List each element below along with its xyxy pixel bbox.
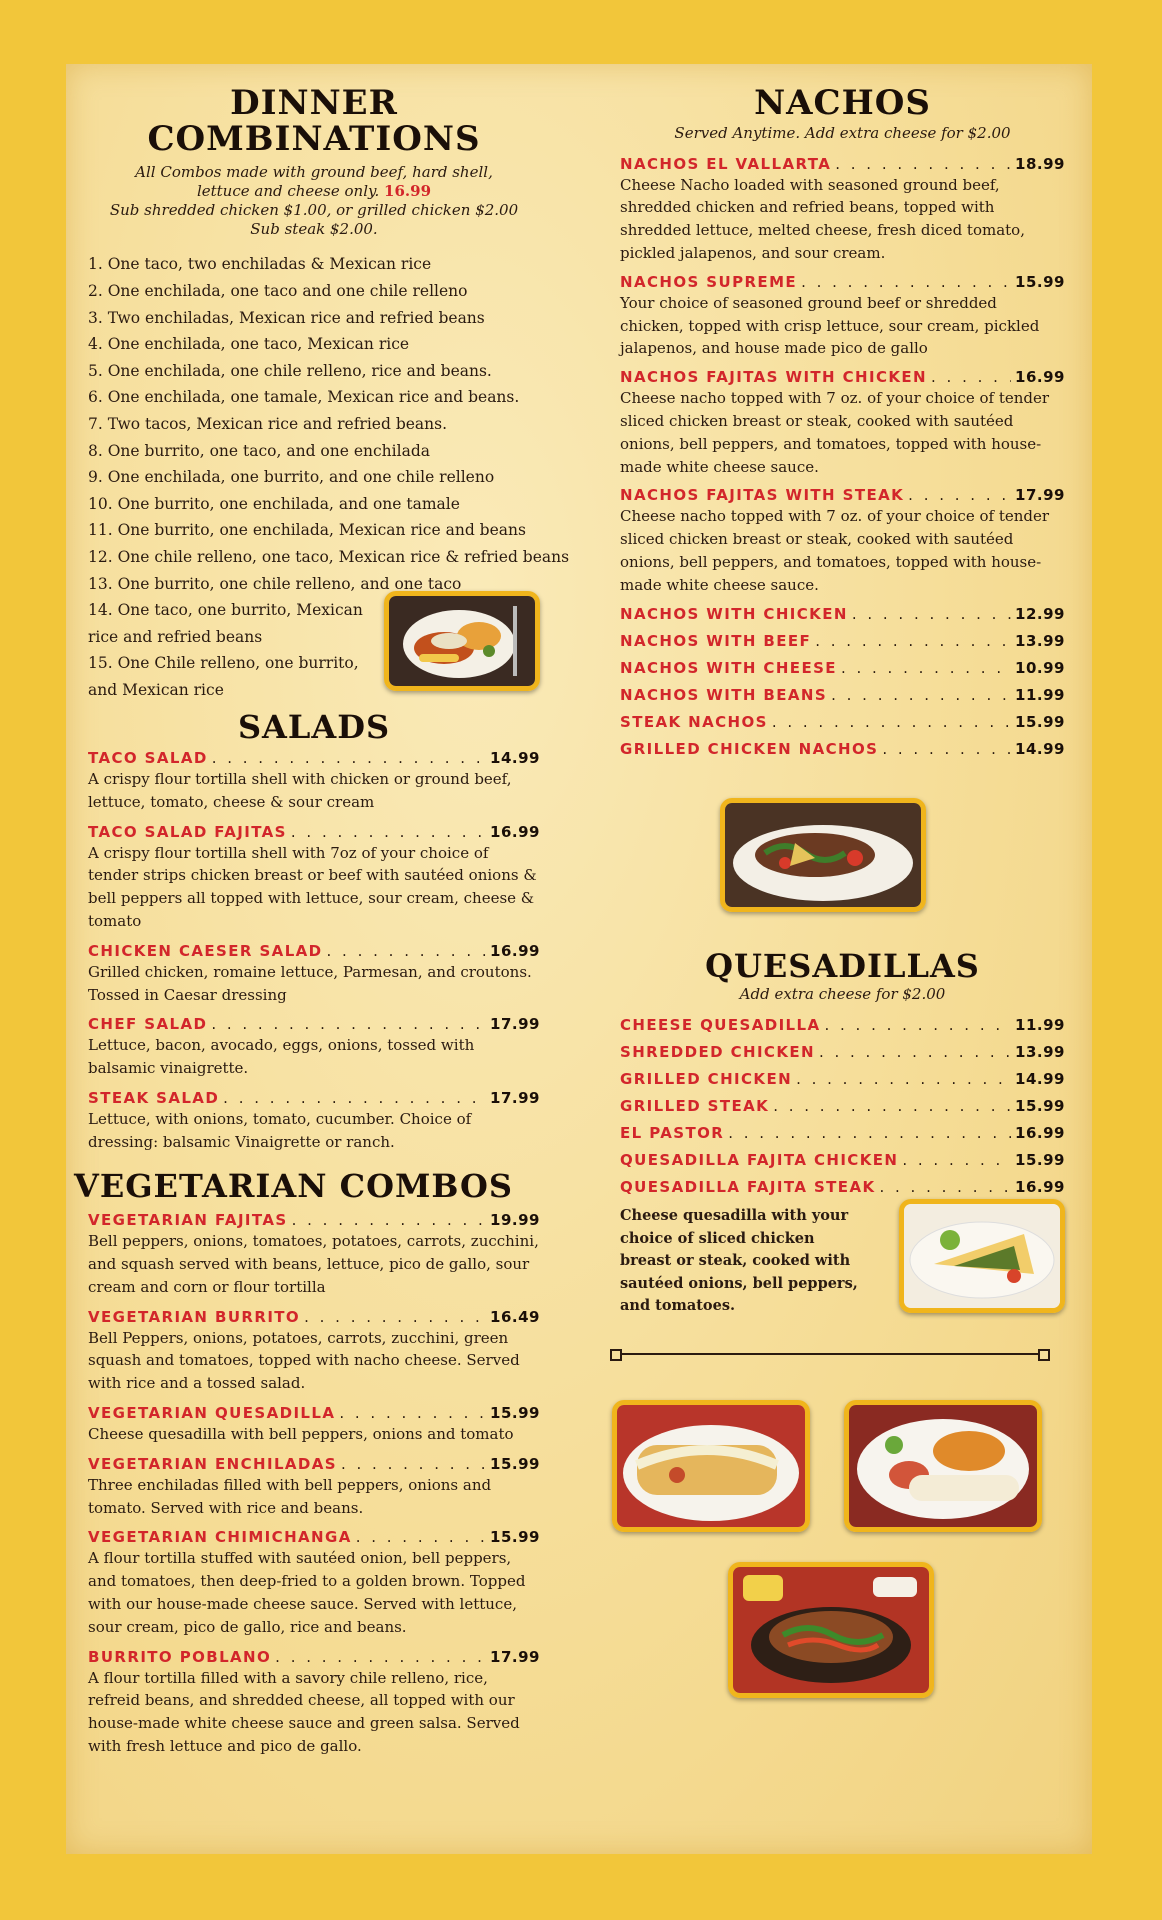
combo-item: 1. One taco, two enchiladas & Mexican rice bbox=[88, 255, 432, 274]
menu-item bbox=[620, 368, 1065, 478]
menu-item bbox=[620, 1178, 1065, 1196]
menu-item-header bbox=[88, 1089, 540, 1107]
menu-item-description: Cheese Nacho loaded with seasoned ground beef, shredded chicken and refried beans, topped with shredded lettuce, melted cheese, fresh diced tomato, pickled jalapenos, and sour cream. bbox=[620, 175, 1025, 263]
menu-item bbox=[620, 1097, 1065, 1115]
leader-dots bbox=[341, 1455, 486, 1473]
menu-item bbox=[620, 713, 1065, 731]
menu-item bbox=[88, 1648, 540, 1758]
dinner-note-line3: Sub shredded chicken $1.00, or grilled chicken $2.00 bbox=[109, 201, 519, 220]
menu-item-description: Cheese quesadilla with bell peppers, onions and tomato bbox=[88, 1425, 514, 1443]
leader-dots bbox=[275, 1648, 486, 1666]
leader-dots bbox=[339, 1404, 486, 1422]
combo-item: 10. One burrito, one enchilada, and one tamale bbox=[88, 494, 460, 513]
menu-item-price: 11.99 bbox=[1015, 685, 1065, 704]
menu-item-name: NACHOS WITH BEANS bbox=[620, 685, 828, 704]
menu-item bbox=[620, 155, 1065, 265]
menu-item bbox=[620, 1124, 1065, 1142]
leader-dots bbox=[931, 368, 1011, 386]
nachos-simple-items bbox=[620, 605, 1065, 758]
leader-dots bbox=[304, 1308, 486, 1326]
menu-item-name: SHREDDED CHICKEN bbox=[620, 1043, 815, 1062]
dinner-note-line1: All Combos made with ground beef, hard shell, bbox=[135, 163, 493, 182]
menu-item-name: CHEESE QUESADILLA bbox=[620, 1016, 821, 1035]
menu-item-price: 17.99 bbox=[490, 1647, 540, 1666]
leader-dots bbox=[841, 659, 1011, 677]
menu-item-price: 17.99 bbox=[490, 1015, 540, 1034]
menu-item-price: 19.99 bbox=[490, 1211, 540, 1230]
fajita-nachos-image bbox=[725, 803, 921, 907]
menu-item bbox=[88, 1455, 540, 1520]
menu-item-header bbox=[88, 1015, 540, 1033]
quesadilla-items bbox=[620, 1016, 1065, 1196]
burrito-image bbox=[617, 1405, 805, 1527]
menu-item-price: 10.99 bbox=[1015, 658, 1065, 677]
section-divider bbox=[610, 1348, 1050, 1360]
menu-item bbox=[620, 486, 1065, 596]
nachos-note: Served Anytime. Add extra cheese for $2.00 bbox=[674, 123, 1011, 142]
menu-item-name: NACHOS FAJITAS WITH CHICKEN bbox=[620, 368, 928, 387]
right-column bbox=[620, 83, 1065, 1698]
menu-item-description: Bell Peppers, onions, potatoes, carrots, zucchini, green squash and tomatoes, topped with nacho cheese. Served with rice and a tossed salad. bbox=[88, 1328, 520, 1393]
menu-item-header bbox=[620, 1097, 1065, 1115]
menu-item bbox=[88, 823, 540, 933]
quesadilla-photo bbox=[899, 1199, 1065, 1313]
menu-item-name: TACO SALAD bbox=[88, 749, 208, 768]
menu-item-description: A flour tortilla filled with a savory chile relleno, rice, refreid beans, and shredded cheese, all topped with our house-made white cheese sauce and green salsa. Served with fresh lettuce and pico de gallo. bbox=[88, 1668, 520, 1755]
menu-item-header bbox=[620, 1151, 1065, 1169]
leader-dots bbox=[819, 1043, 1011, 1061]
menu-item-name: VEGETARIAN ENCHILADAS bbox=[88, 1454, 337, 1473]
quesadillas-title: QUESADILLAS bbox=[705, 946, 980, 985]
leader-dots bbox=[882, 740, 1011, 758]
menu-item-price: 15.99 bbox=[490, 1404, 540, 1422]
dinner-combo-price: 16.99 bbox=[384, 182, 432, 201]
combo-item: 6. One enchilada, one tamale, Mexican rice and beans. bbox=[88, 388, 520, 407]
menu-item-header bbox=[88, 1404, 540, 1422]
menu-item-price: 15.99 bbox=[490, 1528, 540, 1547]
menu-item bbox=[620, 1016, 1065, 1034]
menu-item-header bbox=[620, 713, 1065, 731]
menu-item bbox=[620, 273, 1065, 360]
menu-item-name: GRILLED STEAK bbox=[620, 1097, 770, 1116]
combo-plate-photo bbox=[384, 591, 540, 691]
menu-item-header bbox=[620, 273, 1065, 291]
menu-item-name: NACHOS WITH CHEESE bbox=[620, 658, 837, 677]
menu-item bbox=[620, 632, 1065, 650]
menu-item bbox=[88, 1308, 540, 1395]
leader-dots bbox=[327, 942, 487, 960]
combo-list bbox=[88, 251, 570, 597]
dinner-title-line2: COMBINATIONS bbox=[147, 118, 481, 159]
leader-dots bbox=[292, 1211, 486, 1229]
combo-item: 4. One enchilada, one taco, Mexican rice bbox=[88, 335, 410, 354]
combo-item: 7. Two tacos, Mexican rice and refried beans. bbox=[88, 414, 448, 433]
leader-dots bbox=[835, 155, 1011, 173]
menu-item-name: VEGETARIAN BURRITO bbox=[88, 1307, 301, 1326]
leader-dots bbox=[728, 1124, 1011, 1142]
menu-item-header bbox=[88, 1455, 540, 1473]
combo-row-with-photo bbox=[88, 597, 540, 703]
divider-left-square bbox=[610, 1349, 622, 1361]
leader-dots bbox=[211, 1015, 486, 1033]
nachos-items bbox=[620, 155, 1065, 597]
nachos-title: NACHOS bbox=[754, 83, 931, 123]
menu-item-price: 14.99 bbox=[1015, 1070, 1065, 1089]
menu-item-name: NACHOS SUPREME bbox=[620, 272, 798, 291]
menu-item-description: Your choice of seasoned ground beef or shredded chicken, topped with crisp lettuce, sour cream, pickled jalapenos, and house made pico de gallo bbox=[620, 293, 1040, 358]
menu-item-price: 17.99 bbox=[1015, 486, 1065, 505]
leader-dots bbox=[801, 273, 1011, 291]
menu-item-price: 13.99 bbox=[1015, 1043, 1065, 1062]
menu-item-price: 15.99 bbox=[1015, 272, 1065, 291]
menu-item-price: 15.99 bbox=[1015, 1097, 1065, 1116]
menu-item bbox=[88, 1015, 540, 1080]
menu-item-price: 16.99 bbox=[1015, 1178, 1065, 1197]
menu-item-price: 14.99 bbox=[490, 749, 540, 768]
menu-item bbox=[620, 740, 1065, 758]
combo-item: 13. One burrito, one chile relleno, and one taco bbox=[88, 574, 462, 593]
menu-item-price: 15.99 bbox=[1015, 1151, 1065, 1170]
menu-item-price: 16.99 bbox=[490, 822, 540, 841]
leader-dots bbox=[773, 1097, 1011, 1115]
divider-line bbox=[618, 1353, 1042, 1355]
menu-item-header bbox=[620, 740, 1065, 758]
menu-item-header bbox=[620, 659, 1065, 677]
menu-item bbox=[620, 1151, 1065, 1169]
leader-dots bbox=[291, 823, 486, 841]
combo-item: 9. One enchilada, one burrito, and one chile relleno bbox=[88, 468, 495, 487]
combo-item: 12. One chile relleno, one taco, Mexican rice & refried beans bbox=[88, 547, 570, 566]
menu-item-header bbox=[620, 486, 1065, 504]
menu-item-name: VEGETARIAN CHIMICHANGA bbox=[88, 1528, 352, 1547]
nachos-photo bbox=[720, 798, 926, 912]
leader-dots bbox=[824, 1016, 1011, 1034]
menu-item-name: VEGETARIAN QUESADILLA bbox=[88, 1404, 336, 1422]
combo-item: 11. One burrito, one enchilada, Mexican rice and beans bbox=[88, 521, 526, 540]
salad-items bbox=[88, 749, 540, 1154]
menu-item-header bbox=[88, 749, 540, 767]
menu-item bbox=[88, 1404, 540, 1446]
menu-item-description: Lettuce, with onions, tomato, cucumber. Choice of dressing: balsamic Vinaigrette or ranch. bbox=[88, 1110, 472, 1151]
menu-item-header bbox=[620, 368, 1065, 386]
menu-item bbox=[88, 749, 540, 814]
combo-item: 3. Two enchiladas, Mexican rice and refried beans bbox=[88, 308, 485, 327]
menu-item-price: 16.99 bbox=[1015, 1124, 1065, 1143]
menu-item-header bbox=[88, 1308, 540, 1326]
leader-dots bbox=[831, 686, 1011, 704]
menu-item-price: 16.99 bbox=[1015, 368, 1065, 387]
combo-plate-image bbox=[389, 596, 535, 686]
menu-item-name: STEAK SALAD bbox=[88, 1089, 220, 1108]
menu-item bbox=[88, 1528, 540, 1638]
menu-item-name: TACO SALAD FAJITAS bbox=[88, 822, 287, 841]
menu-item-price: 16.49 bbox=[490, 1307, 540, 1326]
menu-item-name: CHICKEN CAESER SALAD bbox=[88, 941, 323, 960]
bottom-photo-row bbox=[612, 1400, 1042, 1532]
quesadilla-desc-row bbox=[620, 1205, 1065, 1318]
menu-item bbox=[620, 605, 1065, 623]
leader-dots bbox=[879, 1178, 1011, 1196]
menu-item-header bbox=[620, 1016, 1065, 1034]
leader-dots bbox=[908, 486, 1011, 504]
menu-item-header bbox=[620, 1124, 1065, 1142]
menu-item bbox=[620, 686, 1065, 704]
menu-item-header bbox=[88, 942, 540, 960]
menu-item-header bbox=[620, 1070, 1065, 1088]
dinner-note-line4: Sub steak $2.00. bbox=[250, 220, 378, 239]
leader-dots bbox=[796, 1070, 1011, 1088]
menu-item-description: A crispy flour tortilla shell with 7oz of your choice of tender strips chicken breast or beef with sautéed onions & bell peppers all topped with lettuce, sour cream, cheese & tomato bbox=[88, 843, 537, 931]
menu-item-header bbox=[620, 155, 1065, 173]
menu-item-header bbox=[88, 1648, 540, 1666]
quesadilla-image bbox=[904, 1204, 1060, 1308]
leader-dots bbox=[815, 632, 1011, 650]
menu-item bbox=[620, 1043, 1065, 1061]
menu-item-name: QUESADILLA FAJITA STEAK bbox=[620, 1178, 876, 1197]
menu-item-header bbox=[620, 632, 1065, 650]
divider-right-square bbox=[1038, 1349, 1050, 1361]
leader-dots bbox=[356, 1528, 486, 1546]
menu-item-name: GRILLED CHICKEN bbox=[620, 1070, 793, 1089]
combo-item-14: 14. One taco, one burrito, Mexican rice and refried beans bbox=[88, 601, 363, 646]
leader-dots bbox=[772, 713, 1011, 731]
leader-dots bbox=[852, 605, 1011, 623]
menu-item-description: Three enchiladas filled with bell peppers, onions and tomato. Served with rice and beans. bbox=[88, 1475, 492, 1517]
menu-item bbox=[620, 659, 1065, 677]
menu-item-name: EL PASTOR bbox=[620, 1124, 725, 1143]
dinner-combinations-title bbox=[88, 83, 540, 159]
combo-item: 5. One enchilada, one chile relleno, rice and beans. bbox=[88, 361, 492, 380]
menu-item-header bbox=[620, 1043, 1065, 1061]
vegetarian-items bbox=[88, 1211, 540, 1758]
menu-item-header bbox=[88, 1211, 540, 1229]
menu-item-name: STEAK NACHOS bbox=[620, 712, 768, 731]
menu-item-description: Cheese nacho topped with 7 oz. of your choice of tender sliced chicken breast or steak, cooked with sautéed onions, bell peppers, and tomatoes, topped with house-made white cheese sauce. bbox=[620, 507, 1050, 594]
combo-item-15: 15. One Chile relleno, one burrito, and Mexican rice bbox=[88, 654, 359, 699]
quesadillas-note: Add extra cheese for $2.00 bbox=[739, 985, 946, 1004]
menu-item-name: NACHOS EL VALLARTA bbox=[620, 154, 832, 173]
menu-item-name: QUESADILLA FAJITA CHICKEN bbox=[620, 1151, 899, 1170]
menu-item-price: 15.99 bbox=[490, 1454, 540, 1473]
menu-item-description: A crispy flour tortilla shell with chicken or ground beef, lettuce, tomato, cheese & sour cream bbox=[88, 770, 512, 811]
vegetarian-title: VEGETARIAN COMBOS bbox=[74, 1166, 513, 1205]
left-column bbox=[74, 83, 570, 1767]
menu-item-description: Grilled chicken, romaine lettuce, Parmesan, and croutons. Tossed in Caesar dressing bbox=[88, 962, 532, 1004]
dinner-title-line1: DINNER bbox=[230, 83, 398, 123]
menu-item-price: 18.99 bbox=[1015, 154, 1065, 173]
menu-item-price: 12.99 bbox=[1015, 604, 1065, 623]
menu-item-price: 15.99 bbox=[1015, 712, 1065, 731]
leader-dots bbox=[212, 749, 486, 767]
menu-item-name: GRILLED CHICKEN NACHOS bbox=[620, 739, 879, 758]
combo-item: 8. One burrito, one taco, and one enchilada bbox=[88, 441, 430, 460]
menu-item-description: Lettuce, bacon, avocado, eggs, onions, tossed with balsamic vinaigrette. bbox=[88, 1036, 475, 1078]
menu-item-price: 11.99 bbox=[1015, 1016, 1065, 1035]
menu-item-price: 17.99 bbox=[490, 1089, 540, 1108]
fajita-skillet-photo bbox=[728, 1562, 934, 1698]
menu-item-description: Cheese nacho topped with 7 oz. of your choice of tender sliced chicken breast or steak, cooked with sautéed onions, bell peppers, and tomatoes, topped with house-made white cheese sauce. bbox=[620, 389, 1050, 476]
burrito-photo bbox=[612, 1400, 810, 1532]
menu-item-name: NACHOS FAJITAS WITH STEAK bbox=[620, 486, 905, 505]
menu-item-price: 16.99 bbox=[490, 941, 540, 960]
menu-item-price: 13.99 bbox=[1015, 631, 1065, 650]
menu-item bbox=[88, 1211, 540, 1298]
menu-item bbox=[88, 1089, 540, 1154]
menu-item-name: BURRITO POBLANO bbox=[88, 1647, 272, 1666]
menu-item-description: A flour tortilla stuffed with sautéed onion, bell peppers, and tomatoes, then deep-fried to a golden brown. Topped with our house-made cheese sauce. Served with lettuce, sour cream, pico de gallo, rice and beans. bbox=[88, 1549, 526, 1636]
menu-item-name: VEGETARIAN FAJITAS bbox=[88, 1211, 288, 1230]
menu-item-name: NACHOS WITH CHICKEN bbox=[620, 604, 848, 623]
menu-item-header bbox=[620, 1178, 1065, 1196]
combo-text-block bbox=[88, 597, 368, 703]
leader-dots bbox=[902, 1151, 1011, 1169]
dinner-note-line2: lettuce and cheese only. bbox=[196, 182, 380, 201]
burrito-plate-image bbox=[849, 1405, 1037, 1527]
leader-dots bbox=[223, 1089, 486, 1107]
menu-item-header bbox=[88, 823, 540, 841]
quesadilla-description: Cheese quesadilla with your choice of sliced chicken breast or steak, cooked with sautéed onions, bell peppers, and tomatoes. bbox=[620, 1207, 858, 1315]
dinner-note bbox=[88, 163, 540, 239]
menu-item bbox=[620, 1070, 1065, 1088]
fajita-skillet-image bbox=[733, 1567, 929, 1693]
menu-item bbox=[88, 942, 540, 1007]
combo-item: 2. One enchilada, one taco and one chile relleno bbox=[88, 281, 468, 300]
menu-item-header bbox=[620, 686, 1065, 704]
salads-title: SALADS bbox=[237, 708, 391, 747]
menu-item-description: Bell peppers, onions, tomatoes, potatoes, carrots, zucchini, and squash served with beans, lettuce, pico de gallo, sour cream and corn or flour tortilla bbox=[88, 1232, 539, 1296]
plate-photo bbox=[844, 1400, 1042, 1532]
menu-item-name: CHEF SALAD bbox=[88, 1015, 208, 1034]
menu-item-header bbox=[88, 1528, 540, 1546]
menu-item-name: NACHOS WITH BEEF bbox=[620, 631, 812, 650]
menu-item-price: 14.99 bbox=[1015, 739, 1065, 758]
menu-item-header bbox=[620, 605, 1065, 623]
